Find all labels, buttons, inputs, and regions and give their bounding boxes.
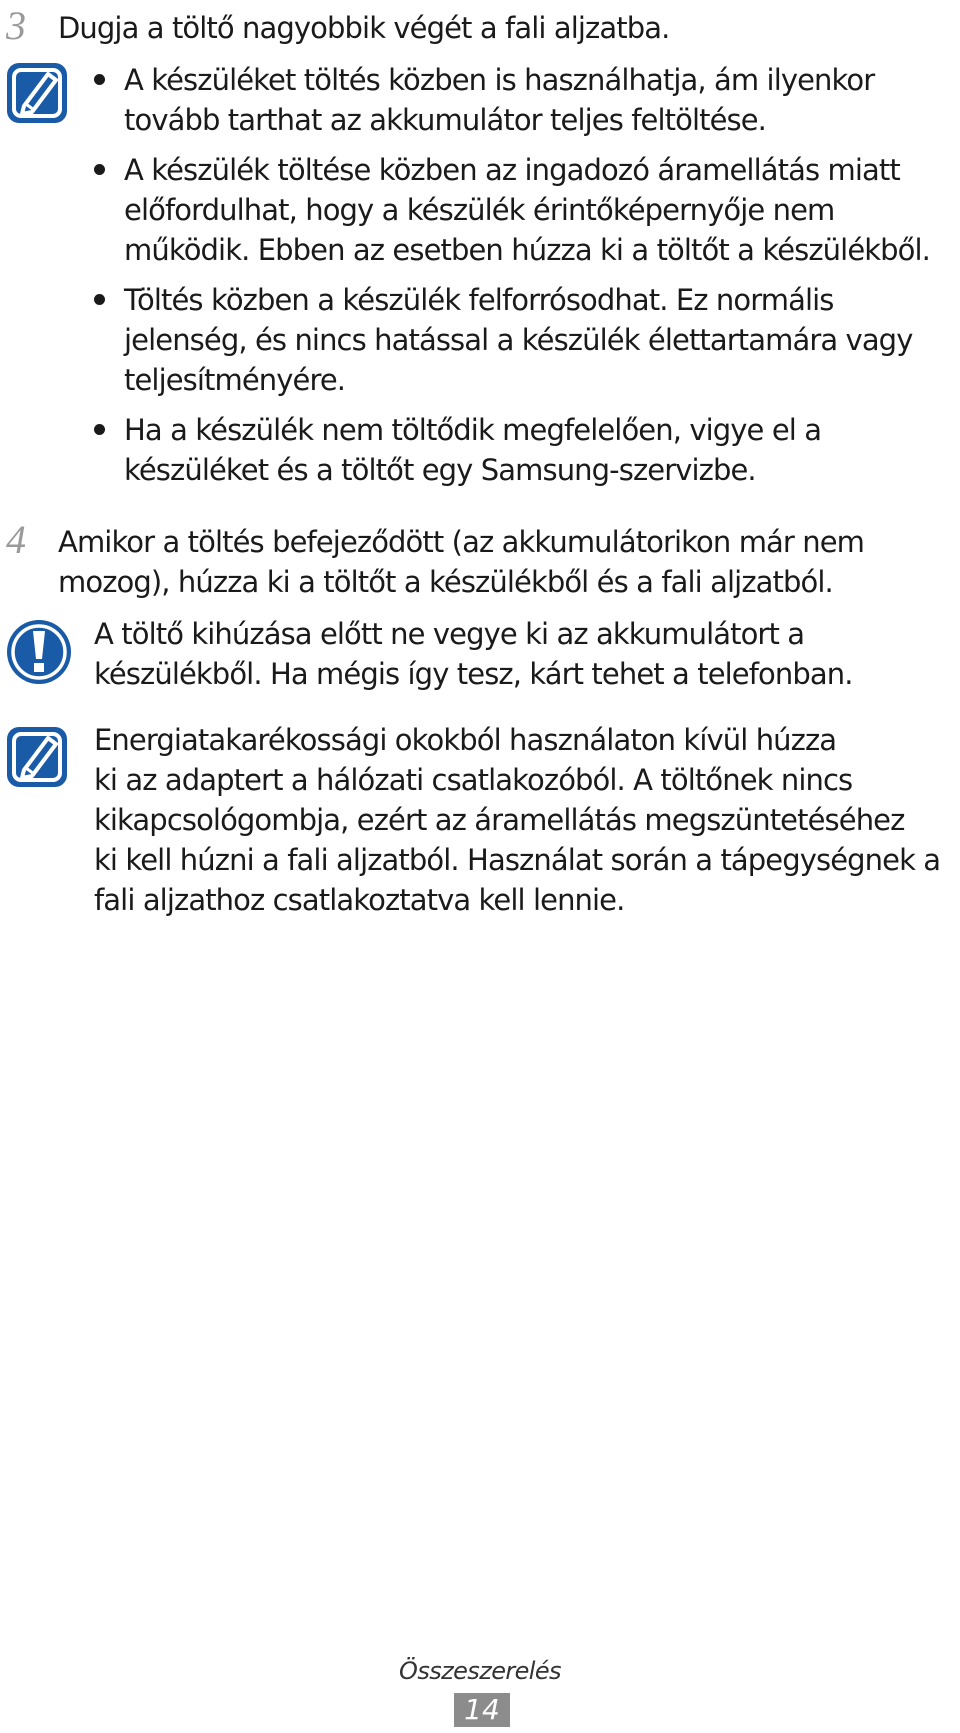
- note-pencil-icon: [4, 60, 70, 126]
- list-item: [124, 410, 821, 490]
- note-text-line: Energiatakarékossági okokból használaton kívül húzza: [94, 723, 837, 757]
- list-item-line: jelenség, és nincs hatással a készülék élettartamára vagy: [124, 323, 913, 357]
- step-text-line: mozog), húzza ki a töltőt a készülékből és a fali aljzatból.: [58, 565, 833, 599]
- list-item-line: készüléket és a töltőt egy Samsung-szervizbe.: [124, 453, 756, 487]
- note-text-line: kikapcsológombja, ezért az áramellátás megszüntetéséhez: [94, 803, 905, 837]
- warning-exclamation-icon: [4, 617, 74, 687]
- step-text: [58, 522, 864, 602]
- list-item-line: működik. Ebben az esetben húzza ki a töltőt a készülékből.: [124, 233, 930, 267]
- list-item-line: teljesítményére.: [124, 363, 346, 397]
- list-item-line: Töltés közben a készülék felforrósodhat. Ez normális: [124, 283, 834, 317]
- bullet-marker: [94, 74, 105, 85]
- step-number: 4: [6, 517, 26, 562]
- list-item-line: tovább tarthat az akkumulátor teljes feltöltése.: [124, 103, 766, 137]
- note-text-line: ki az adaptert a hálózati csatlakozóból. A töltőnek nincs: [94, 763, 853, 797]
- list-item-line: A készüléket töltés közben is használhatja, ám ilyenkor: [124, 63, 875, 97]
- bullet-marker: [94, 424, 105, 435]
- bullet-marker: [94, 294, 105, 305]
- list-item: [124, 150, 930, 270]
- note-text-line: ki kell húzni a fali aljzatból. Használat során a tápegységnek a: [94, 843, 941, 877]
- list-item-line: előfordulhat, hogy a készülék érintőképernyője nem: [124, 193, 835, 227]
- warning-text-line: készülékből. Ha mégis így tesz, kárt tehet a telefonban.: [94, 657, 853, 691]
- warning-text-line: A töltő kihúzása előtt ne vegye ki az akkumulátort a: [94, 617, 805, 651]
- list-item-line: A készülék töltése közben az ingadozó áramellátás miatt: [124, 153, 900, 187]
- page-number: 14: [454, 1693, 510, 1727]
- list-item: [124, 280, 912, 400]
- note-text: [94, 720, 940, 920]
- warning-text: [94, 614, 853, 694]
- section-title: Összeszerelés: [399, 1657, 561, 1685]
- step-number: 3: [6, 3, 26, 48]
- note-pencil-icon: [4, 724, 70, 790]
- step-text-line: Amikor a töltés befejeződött (az akkumulátorikon már nem: [58, 525, 865, 559]
- list-item-line: Ha a készülék nem töltődik megfelelően, vigye el a: [124, 413, 822, 447]
- step-text: Dugja a töltő nagyobbik végét a fali aljzatba.: [58, 11, 670, 45]
- bullet-marker: [94, 164, 105, 175]
- list-item: [124, 60, 874, 140]
- note-text-line: fali aljzathoz csatlakoztatva kell lennie.: [94, 883, 625, 917]
